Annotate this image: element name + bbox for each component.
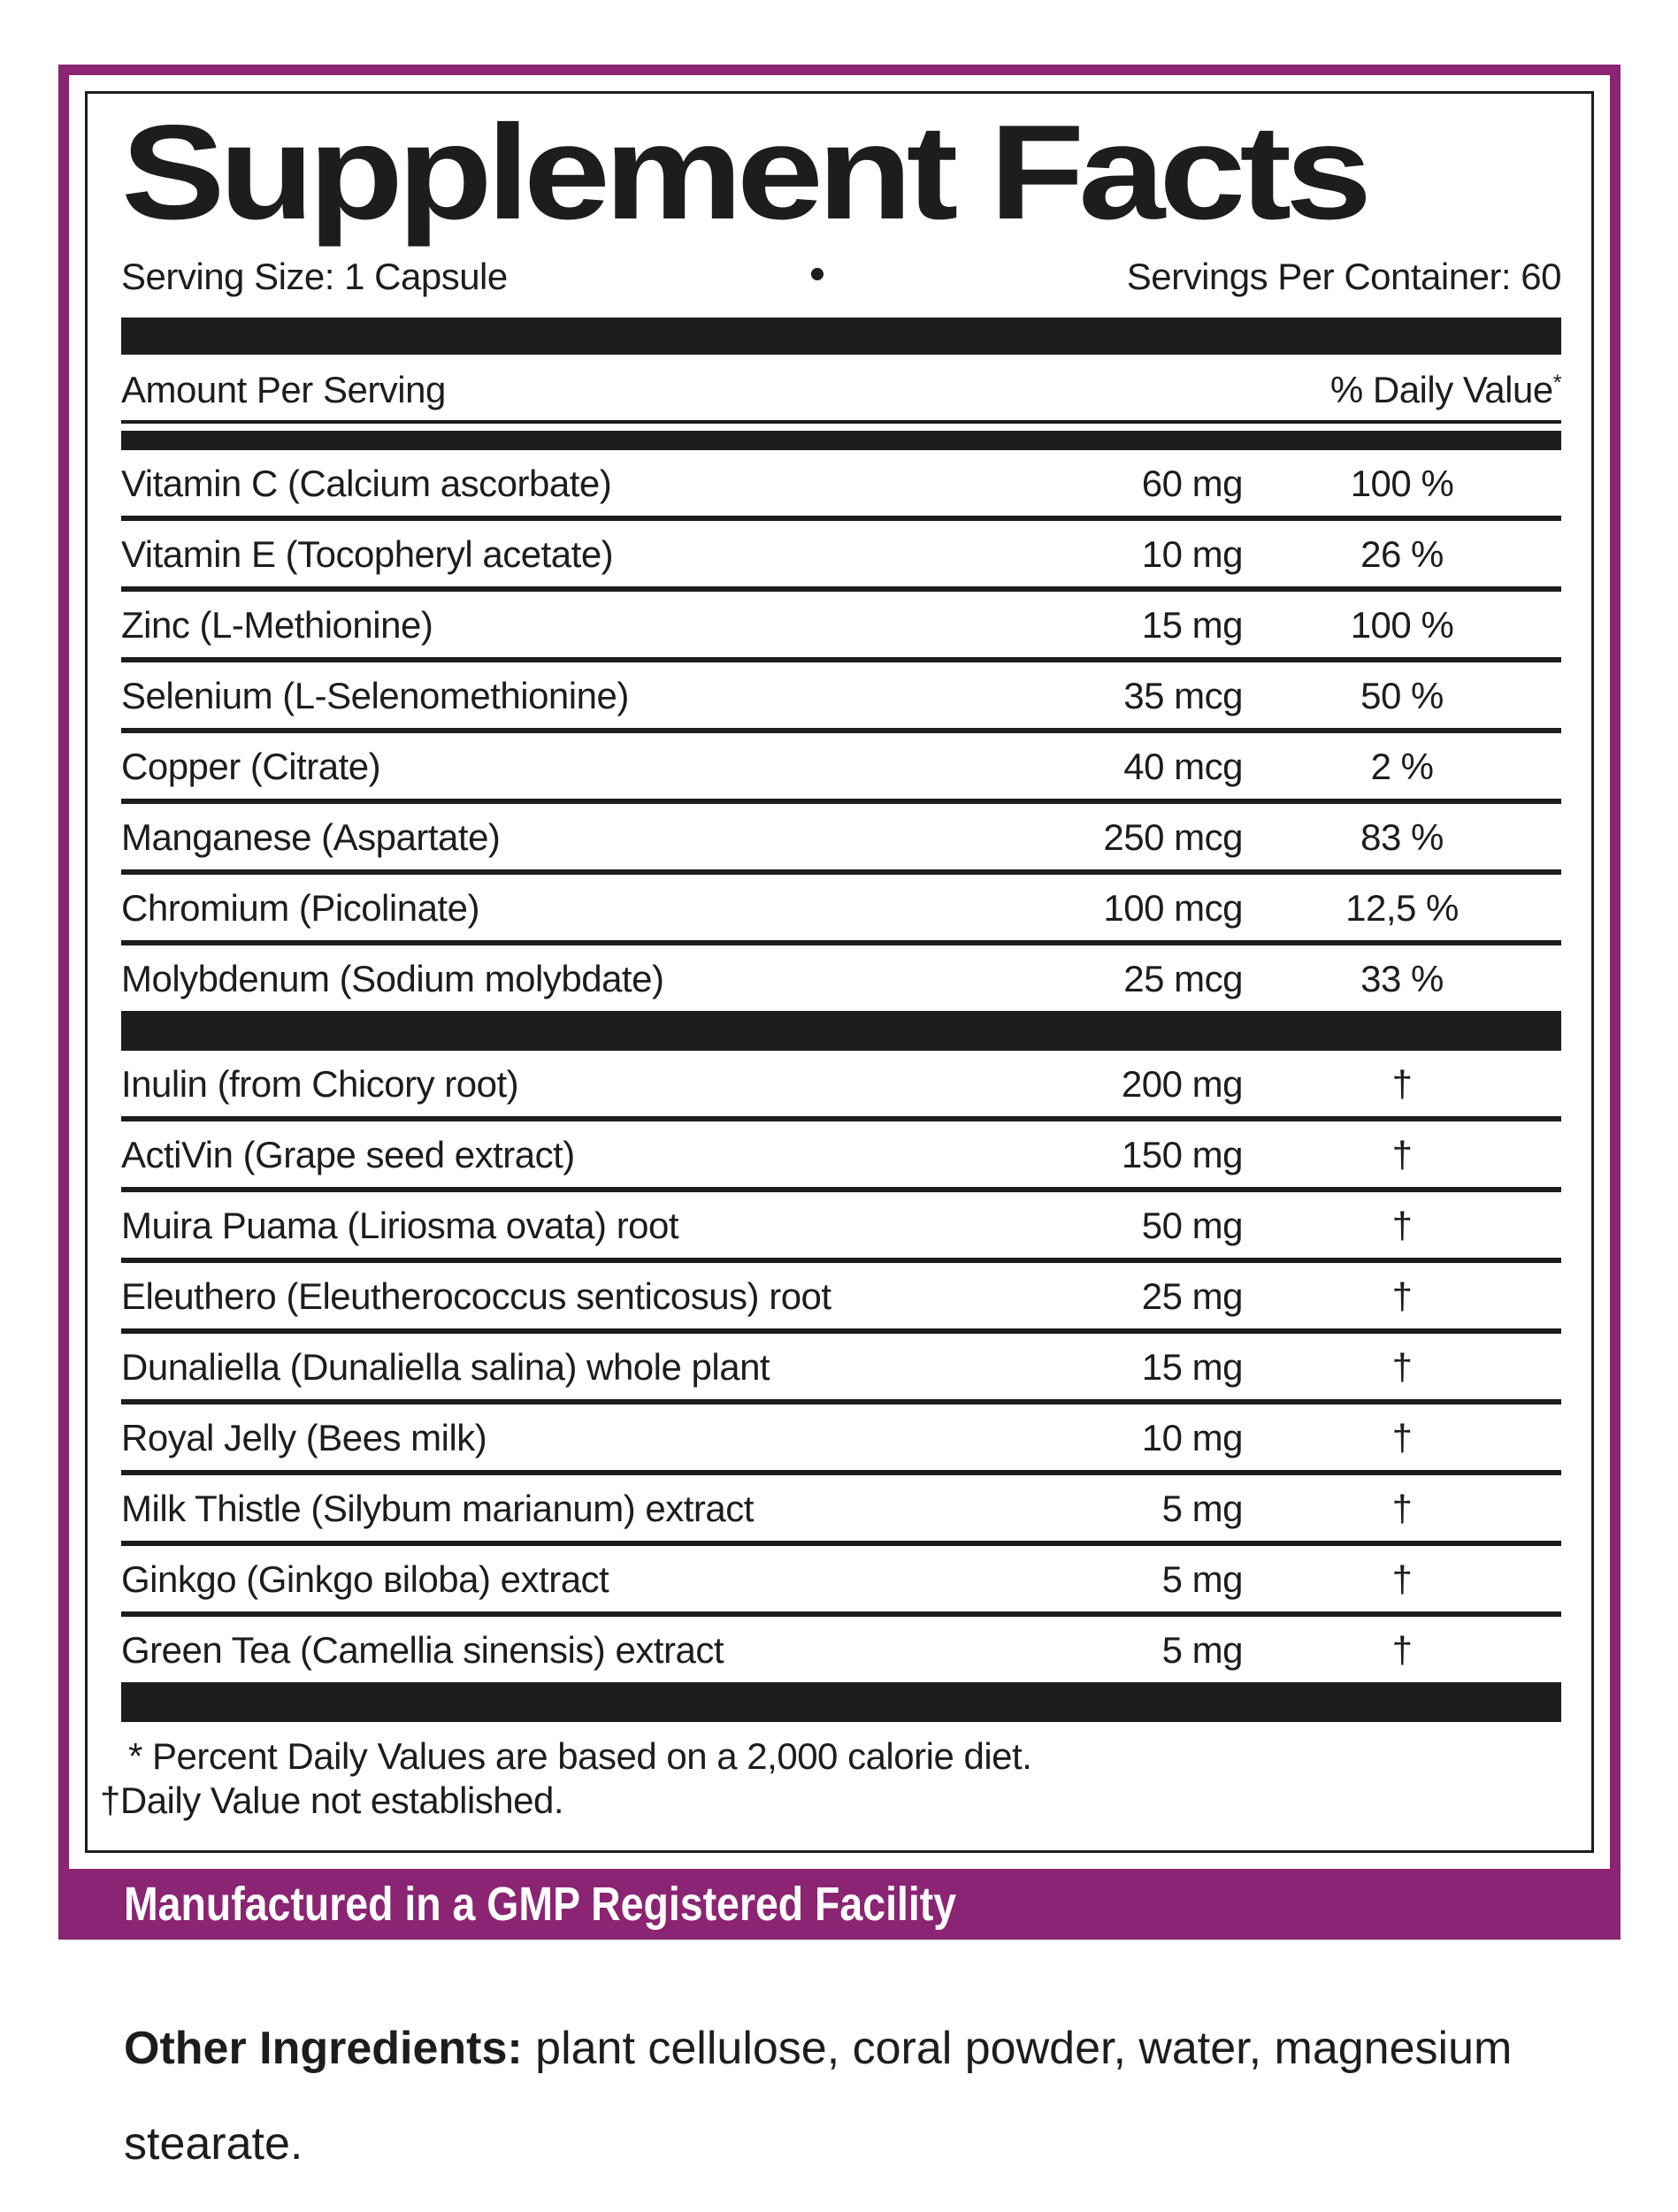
ingredient-amount: 150 mg: [1121, 1133, 1243, 1175]
ingredient-daily-value: †: [1391, 1628, 1413, 1671]
ingredient-daily-value: †: [1391, 1487, 1413, 1529]
other-ingredients-paragraph: [124, 2001, 1521, 2192]
ingredient-amount: 60 mg: [1141, 462, 1243, 504]
gmp-banner: [69, 1869, 1610, 1940]
ingredient-daily-value: 33 %: [1360, 957, 1444, 999]
page-title: [121, 97, 1561, 248]
ingredient-name: Green Tea (Camellia sinensis) extract: [121, 1628, 724, 1671]
footnote-divider-bar: [121, 1682, 1561, 1722]
ingredient-daily-value: 50 %: [1360, 674, 1444, 716]
ingredient-name: Dunaliella (Dunaliella salina) whole plant: [121, 1345, 770, 1388]
ingredient-daily-value: 83 %: [1360, 815, 1444, 858]
table-row: [121, 586, 1561, 657]
gmp-banner-text: Manufactured in a GMP Registered Facility: [124, 1878, 957, 1931]
table-row: [121, 869, 1561, 940]
supplement-facts-box: [85, 91, 1594, 1853]
bullet-separator: •: [808, 248, 825, 300]
ingredient-amount: 5 mg: [1161, 1628, 1243, 1671]
ingredient-amount: 50 mg: [1141, 1204, 1243, 1246]
ingredient-daily-value: †: [1391, 1062, 1413, 1105]
vitamins-minerals-section: [121, 450, 1561, 1011]
ingredient-name: Inulin (from Chicory root): [121, 1062, 519, 1105]
table-row: [121, 1187, 1561, 1258]
table-row: [121, 1258, 1561, 1328]
ingredient-amount: 100 mcg: [1103, 886, 1243, 929]
ingredient-amount: 10 mg: [1141, 532, 1243, 575]
ingredient-amount: 15 mg: [1141, 1345, 1243, 1388]
table-row: [121, 799, 1561, 869]
footnote-daily-values: * Percent Daily Values are based on a 2,000 calorie diet.: [128, 1734, 1032, 1777]
ingredient-amount: 5 mg: [1161, 1558, 1243, 1600]
purple-frame: [58, 65, 1621, 1940]
table-row: [121, 728, 1561, 799]
page-title-text: Supplement Facts: [121, 97, 1367, 248]
ingredient-name: Selenium (L-Selenomethionine): [121, 674, 629, 716]
ingredient-name: Ginkgo (Ginkgo вiloba) extract: [121, 1558, 609, 1600]
table-row: [121, 1116, 1561, 1187]
ingredient-daily-value: 26 %: [1360, 532, 1444, 575]
amount-per-serving-header: Amount Per Serving: [121, 368, 446, 410]
table-row: [121, 657, 1561, 728]
ingredient-name: Eleuthero (Eleutherococcus senticosus) root: [121, 1274, 831, 1317]
ingredient-amount: 15 mg: [1141, 603, 1243, 646]
daily-value-header: % Daily Value*: [1329, 368, 1561, 410]
ingredient-daily-value: 100 %: [1350, 603, 1454, 646]
ingredient-daily-value: †: [1391, 1274, 1413, 1317]
ingredient-name: Vitamin E (Tocopheryl acetate): [121, 532, 614, 575]
ingredient-amount: 250 mcg: [1103, 815, 1243, 858]
ingredient-name: Milk Thistle (Silybum marianum) extract: [121, 1487, 754, 1529]
ingredient-amount: 35 mcg: [1123, 674, 1243, 716]
ingredient-daily-value: †: [1391, 1133, 1413, 1175]
other-ingredients-text: plant cellulose, coral powder, water, magnesium stearate.: [124, 2023, 1513, 2170]
ingredient-name: Muira Puama (Liriosma ovata) root: [121, 1204, 679, 1246]
footnotes: [100, 1722, 1561, 1824]
thick-divider-bar-top: [121, 318, 1561, 355]
table-row: [121, 1470, 1561, 1541]
ingredient-amount: 5 mg: [1161, 1487, 1243, 1529]
serving-size-text: Serving Size: 1 Capsule: [121, 255, 508, 297]
daily-value-asterisk: *: [1552, 370, 1561, 395]
white-margin: [69, 75, 1610, 1869]
ingredient-daily-value: 100 %: [1350, 462, 1454, 504]
other-ingredients-label: Other Ingredients:: [124, 2023, 523, 2074]
table-row: [121, 1611, 1561, 1682]
ingredient-name: Zinc (L-Methionine): [121, 603, 433, 646]
table-row: [121, 1541, 1561, 1611]
ingredient-amount: 25 mg: [1141, 1274, 1243, 1317]
table-row: [121, 516, 1561, 586]
ingredient-daily-value: †: [1391, 1416, 1413, 1458]
table-row: [121, 450, 1561, 516]
ingredient-daily-value: †: [1391, 1204, 1413, 1246]
ingredient-amount: 25 mcg: [1123, 957, 1243, 999]
medium-divider-bar: [121, 431, 1561, 450]
ingredient-name: Manganese (Aspartate): [121, 815, 501, 858]
table-header-row: [121, 355, 1561, 424]
table-row: [121, 1328, 1561, 1399]
table-row: [121, 1051, 1561, 1116]
table-row: [121, 940, 1561, 1011]
serving-info-row: [121, 248, 1561, 300]
ingredient-daily-value: 2 %: [1370, 745, 1434, 787]
ingredient-daily-value: †: [1391, 1558, 1413, 1600]
ingredient-daily-value: 12,5 %: [1345, 886, 1459, 929]
ingredient-daily-value: †: [1391, 1345, 1413, 1388]
ingredient-name: Chromium (Picolinate): [121, 886, 479, 929]
table-row: [121, 1399, 1561, 1470]
footnote-dagger: †Daily Value not established.: [100, 1779, 564, 1821]
botanicals-section: [121, 1051, 1561, 1682]
ingredient-name: Vitamin C (Calcium ascorbate): [121, 462, 612, 504]
section-divider-bar: [121, 1011, 1561, 1051]
ingredient-name: Copper (Citrate): [121, 745, 381, 787]
ingredient-amount: 40 mcg: [1123, 745, 1243, 787]
ingredient-name: Royal Jelly (Bees milk): [121, 1416, 487, 1458]
servings-per-container-text: Servings Per Container: 60: [1126, 255, 1561, 297]
ingredient-amount: 10 mg: [1141, 1416, 1243, 1458]
ingredient-name: ActiVin (Grape seed extract): [121, 1133, 575, 1175]
ingredient-amount: 200 mg: [1121, 1062, 1243, 1105]
ingredient-name: Molybdenum (Sodium molybdate): [121, 957, 664, 999]
